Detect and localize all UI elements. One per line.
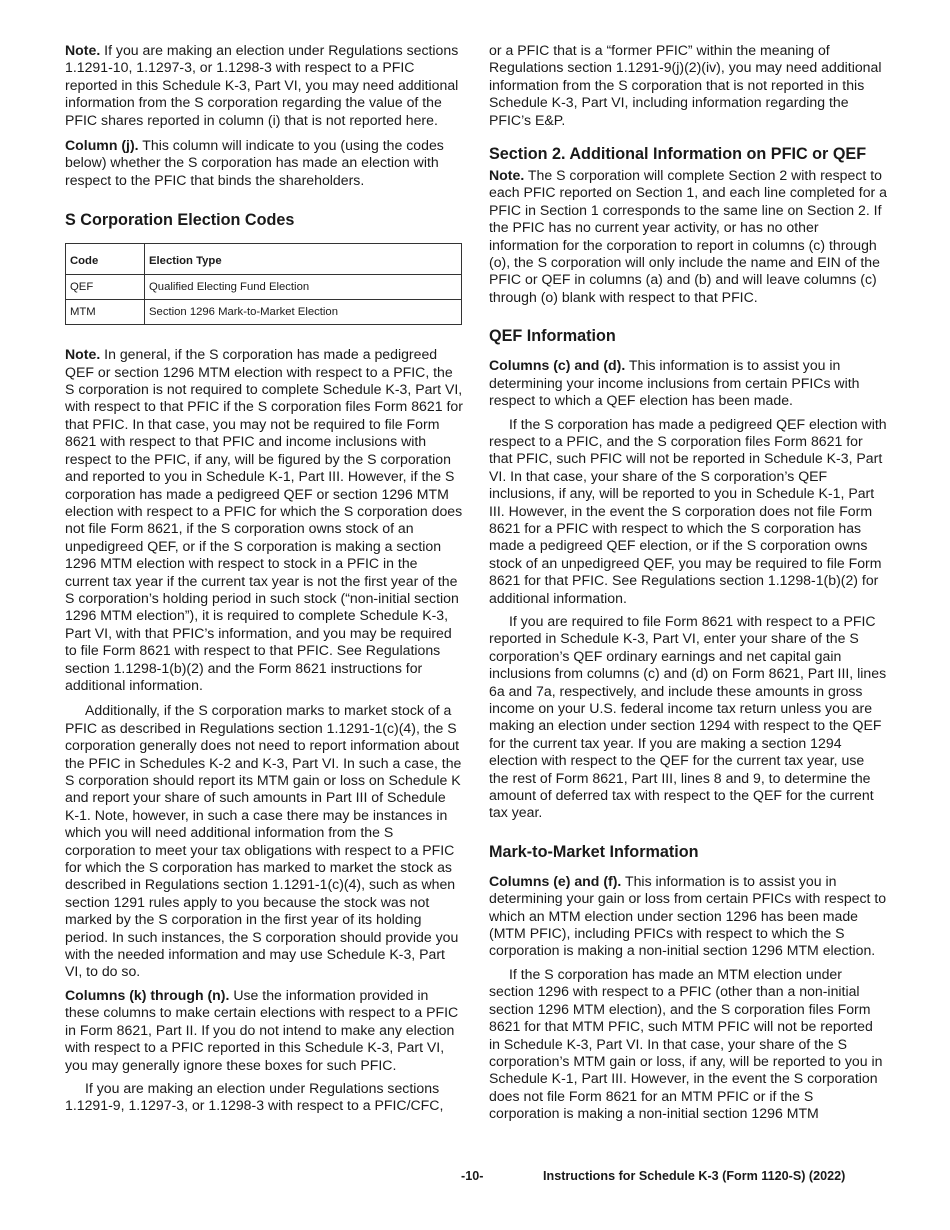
election-type-cell: Section 1296 Mark-to-Market Election [145,300,462,325]
election-codes-heading: S Corporation Election Codes [65,211,295,230]
page-number: -10- [461,1169,484,1183]
columns-e-f-paragraph: Columns (e) and (f). This information is to assist you in determining your gain or loss from certain PFICs with respect to which an MTM election under section 1296 has been made (MTM PFIC), including PFICs with respect to which the S corporation is making a non-initial section 1296 MTM election. [489,872,887,959]
table-row [66,300,462,325]
election-regulations-paragraph: If you are making an election under Regulations sections 1.1291-9, 1.1297-3, or 1.1298-3 with respect to a PFIC/CFC, [65,1079,444,1114]
note-pedigreed-paragraph: Note. In general, if the S corporation has made a pedigreed QEF or section 1296 MTM election with respect to a PFIC, the S corporation is not required to complete Schedule K-3, Part VI, with respect to that PFIC if the S corporation files Form 8621 for that PFIC. In that case, you may not be required to file Form 8621 with respect to that PFIC and income inclusions with respect to the PFIC, if any, will be figured by the S corporation and reported to you in Schedule K-1, Part III. However, if the S corporation has made a pedigreed QEF or section 1296 MTM election with respect to a PFIC for which the S corporation does not file Form 8621, if the S corporation owns stock of an unpedigreed QEF, or if the S corporation is making a section 1296 MTM election with respect to stock in a PFIC in the current tax year if the current tax year is not the first year of the S corporation’s holding period in such stock (“non-initial section 1296 MTM election”), it is required to complete Schedule K-3, Part VI, with that PFIC’s information, and you may be required to file Form 8621 with respect to that PFIC. See Regulations section 1.1298-1(b)(2) and the Form 8621 instructions for additional information. [65,346,463,693]
qef-form-8621-paragraph: If you are required to file Form 8621 with respect to a PFIC reported in Schedule K-3, Part VI, enter your share of the S corporation’s QEF ordinary earnings and net capital gain inclusions from columns (c) and (d) on Form 8621, Part III, lines 6a and 7a, respectively, and include these amounts in gross income on your U.S. federal income tax return unless you are making an election under section 1294 with respect to the QEF for the current tax year. If you are making a section 1294 election with respect to the QEF for the current tax year, use the rest of Form 8621, Part III, lines 8 and 9, to determine the amount of deferred tax with respect to the QEF for the current tax year. [489,612,887,821]
left-column [65,42,463,1121]
code-cell: MTM [66,300,145,325]
election-type-cell: Qualified Electing Fund Election [145,275,462,300]
former-pfic-paragraph: or a PFIC that is a “former PFIC” within the meaning of Regulations section 1.1291-9(j)(2)(iv), you may need additional information from the S corporation that is not reported in this Schedule K-3, Part VI, including information regarding the PFIC’s E&P. [489,42,882,128]
code-column-header: Code [66,244,145,275]
additionally-paragraph: Additionally, if the S corporation marks to market stock of a PFIC as described in Regulations section 1.1291-1(c)(4), the S corporation generally does not need to report information about the PFIC in Schedules K-2 and K-3, Part VI. In such a case, the S corporation should report its MTM gain or loss on Schedule K and report your share of such amounts in Part III of Schedule K-1. Note, however, in such a case there may be instances in which you will need additional information from the S corporation to meet your tax obligations with respect to a PFIC for which the S corporation has marked to market the stock as described in Regulations section 1.1291-1(c)(4), such as when section 1291 rules apply to you because the stock was not marked by the S corporation in the first year of its holding period. In such instances, the S corporation should provide you with the needed information and may use Schedule K-3, Part VI, to do so. [65,702,462,980]
section-2-note-paragraph: Note. The S corporation will complete Section 2 with respect to each PFIC reported on Section 1, and each line completed for a PFIC in Section 1 corresponds to the same line on Section 2. If the PFIC has no current year activity, or has no other information for the corporation to report in columns (c) through (o), the S corporation will only include the name and EIN of the PFIC or QEF in columns (a) and (b) and will leave columns (c) through (o) blank with respect to that PFIC. [489,167,887,305]
columns-k-n-paragraph: Columns (k) through (n). Use the information provided in these columns to make certain elections with respect to a PFIC in Form 8621, Part II. If you do not intend to make any election with respect to a PFIC reported in this Schedule K-3, Part VI, you may generally ignore these boxes for such PFIC. [65,986,459,1073]
section-2-heading: Section 2. Additional Information on PFIC or QEF [489,145,867,164]
election-codes-table [65,243,462,325]
code-cell: QEF [66,275,145,300]
qef-information-heading: QEF Information [489,327,616,346]
document-title: Instructions for Schedule K-3 (Form 1120-S) (2022) [543,1169,846,1183]
mark-to-market-heading: Mark-to-Market Information [489,842,699,861]
columns-c-d-paragraph: Columns (c) and (d). This information is to assist you in determining your income inclusions from certain PFICs with respect to which a QEF election has been made. [489,357,860,409]
election-type-column-header: Election Type [145,244,462,275]
table-row [66,275,462,300]
qef-pedigreed-paragraph: If the S corporation has made a pedigreed QEF election with respect to a PFIC, and the S corporation files Form 8621 for that PFIC, such PFIC will not be reported in Schedule K-3, Part VI. In that case, your share of the S corporation’s QEF inclusions, if any, will be reported to you in Schedule K-1, Part III. However, in the event the S corporation does not file Form 8621 for a PFIC with respect to which the S corporation has made a pedigreed QEF election, or if the S corporation owns stock of an unpedigreed QEF, you may be required to file Form 8621 for that PFIC. See Regulations section 1.1298-1(b)(2) for additional information. [489,415,887,606]
column-j-paragraph: Column (j). This column will indicate to you (using the codes below) whether the S corporation has made an election with respect to the PFIC that binds the shareholders. [65,137,444,188]
table-header-row [66,244,462,275]
note-value-paragraph: Note. If you are making an election under Regulations sections 1.1291-10, 1.1297-3, or 1.1298-3 with respect to a PFIC reported in this Schedule K-3, Part VI, you may need additional information from the S corporation regarding the value of the PFIC shares reported in column (i) that is not reported here. [65,42,459,128]
right-column [489,42,887,1129]
mtm-election-paragraph: If the S corporation has made an MTM election under section 1296 with respect to a PFIC (other than a non-initial section 1296 MTM election), and the S corporation files Form 8621 for that MTM PFIC, such MTM PFIC will not be reported in Schedule K-3, Part VI. In that case, your share of the S corporation’s MTM gain or loss, if any, will be reported to you in Schedule K-1, Part III. However, in the event the S corporation does not file Form 8621 for an MTM PFIC or if the S corporation is making a non-initial section 1296 MTM [489,965,883,1122]
